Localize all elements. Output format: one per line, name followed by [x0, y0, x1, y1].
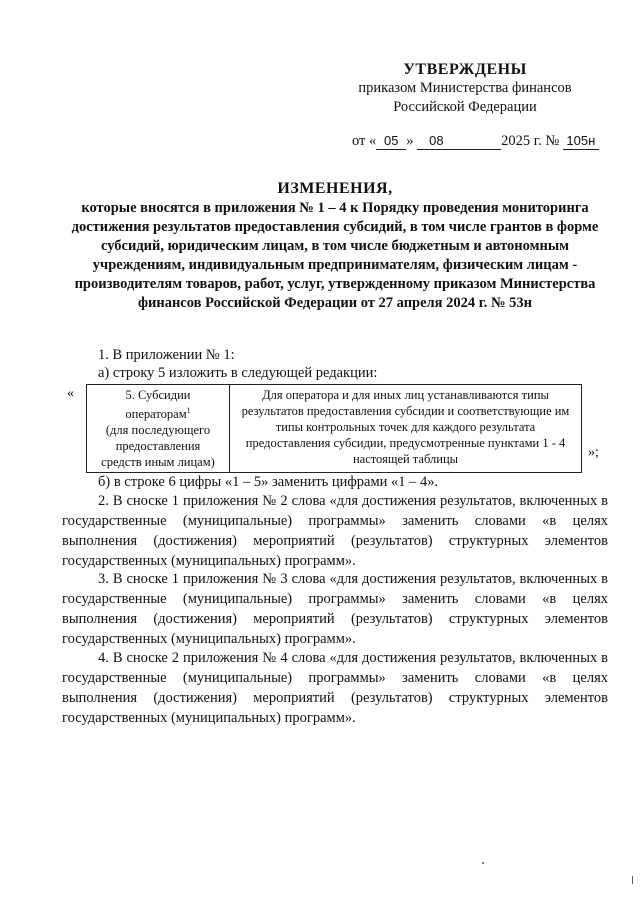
- cell1-line1: 5. Субсидии: [125, 388, 191, 402]
- approval-line-1: приказом Министерства финансов: [358, 80, 572, 96]
- approval-line-2: Российской Федерации: [393, 99, 537, 115]
- order-prefix: от «: [352, 133, 377, 149]
- paragraph-2: 2. В сноске 1 приложения № 2 слова «для достижения результатов, включенных в государственные (муниципальные) программы» заменить словами «в целях выполнения (достижения) мероприятий (результатов) структурных элементов государственных (муниципальных) программ».: [62, 493, 608, 569]
- order-day: 05: [376, 133, 406, 150]
- paragraph-4: 4. В сноске 2 приложения № 4 слова «для достижения результатов, включенных в государственные (муниципальные) программы» заменить словами «в целях выполнения (достижения) мероприятий (результатов) структурных элементов государственных (муниципальных) программ».: [62, 650, 608, 726]
- paragraph-3: 3. В сноске 1 приложения № 3 слова «для достижения результатов, включенных в государственные (муниципальные) программы» заменить словами «в целях выполнения (достижения) мероприятий (результатов) структурных элементов государственных (муниципальных) программ».: [62, 571, 608, 647]
- approval-block: [330, 60, 600, 117]
- table-cell-2: Для оператора и для иных лиц устанавливаются типы результатов предоставления субсидии и соответствующие им типы контрольных точек для каждого результата предоставления субсидии, предусмотренные пунктами 1 - 4 настоящей таблицы: [230, 385, 582, 473]
- table-row: [87, 385, 582, 473]
- approval-heading: УТВЕРЖДЕНЫ: [403, 61, 527, 78]
- order-number: 105н: [563, 133, 599, 150]
- footnote-mark: 1: [186, 406, 191, 415]
- order-year: 2025 г. №: [501, 133, 560, 149]
- cell1-line3: (для последующего: [105, 423, 211, 438]
- table-cell-1: [87, 385, 230, 473]
- cell1-line2-text: операторам: [125, 407, 187, 422]
- quote-open: «: [67, 386, 74, 401]
- paragraph-1: 1. В приложении № 1:: [98, 347, 235, 363]
- order-mid: »: [406, 133, 414, 149]
- paragraph-1a: а) строку 5 изложить в следующей редакции:: [98, 365, 378, 381]
- cell1-line5: средств иным лицам): [101, 455, 215, 470]
- cell1-line2: [91, 403, 225, 422]
- changes-subtitle: которые вносятся в приложения № 1 – 4 к Порядку проведения мониторинга достижения результатов предоставления субсидий, в том числе грантов в форме субсидий, юридическим лицам, в том числе бюджетным и автономным учреждениям, индивидуальным предпринимателям, физическим лицам - производителям товаров, работ, услуг, утвержденному приказом Министерства финансов Российской Федерации от 27 апреля 2024 г. № 53н: [71, 200, 599, 311]
- cell1-line4: предоставления: [115, 439, 201, 454]
- order-month: 08: [417, 133, 501, 150]
- quote-close: »;: [588, 445, 599, 460]
- replacement-table: [86, 384, 582, 473]
- changes-header: [62, 180, 608, 313]
- paragraph-1b: б) в строке 6 цифры «1 – 5» заменить цифрами «1 – 4».: [98, 474, 439, 490]
- changes-title: ИЗМЕНЕНИЯ,: [277, 180, 393, 197]
- scan-speck: [632, 876, 633, 884]
- scan-speck: [482, 862, 484, 864]
- order-date-number: [352, 133, 602, 150]
